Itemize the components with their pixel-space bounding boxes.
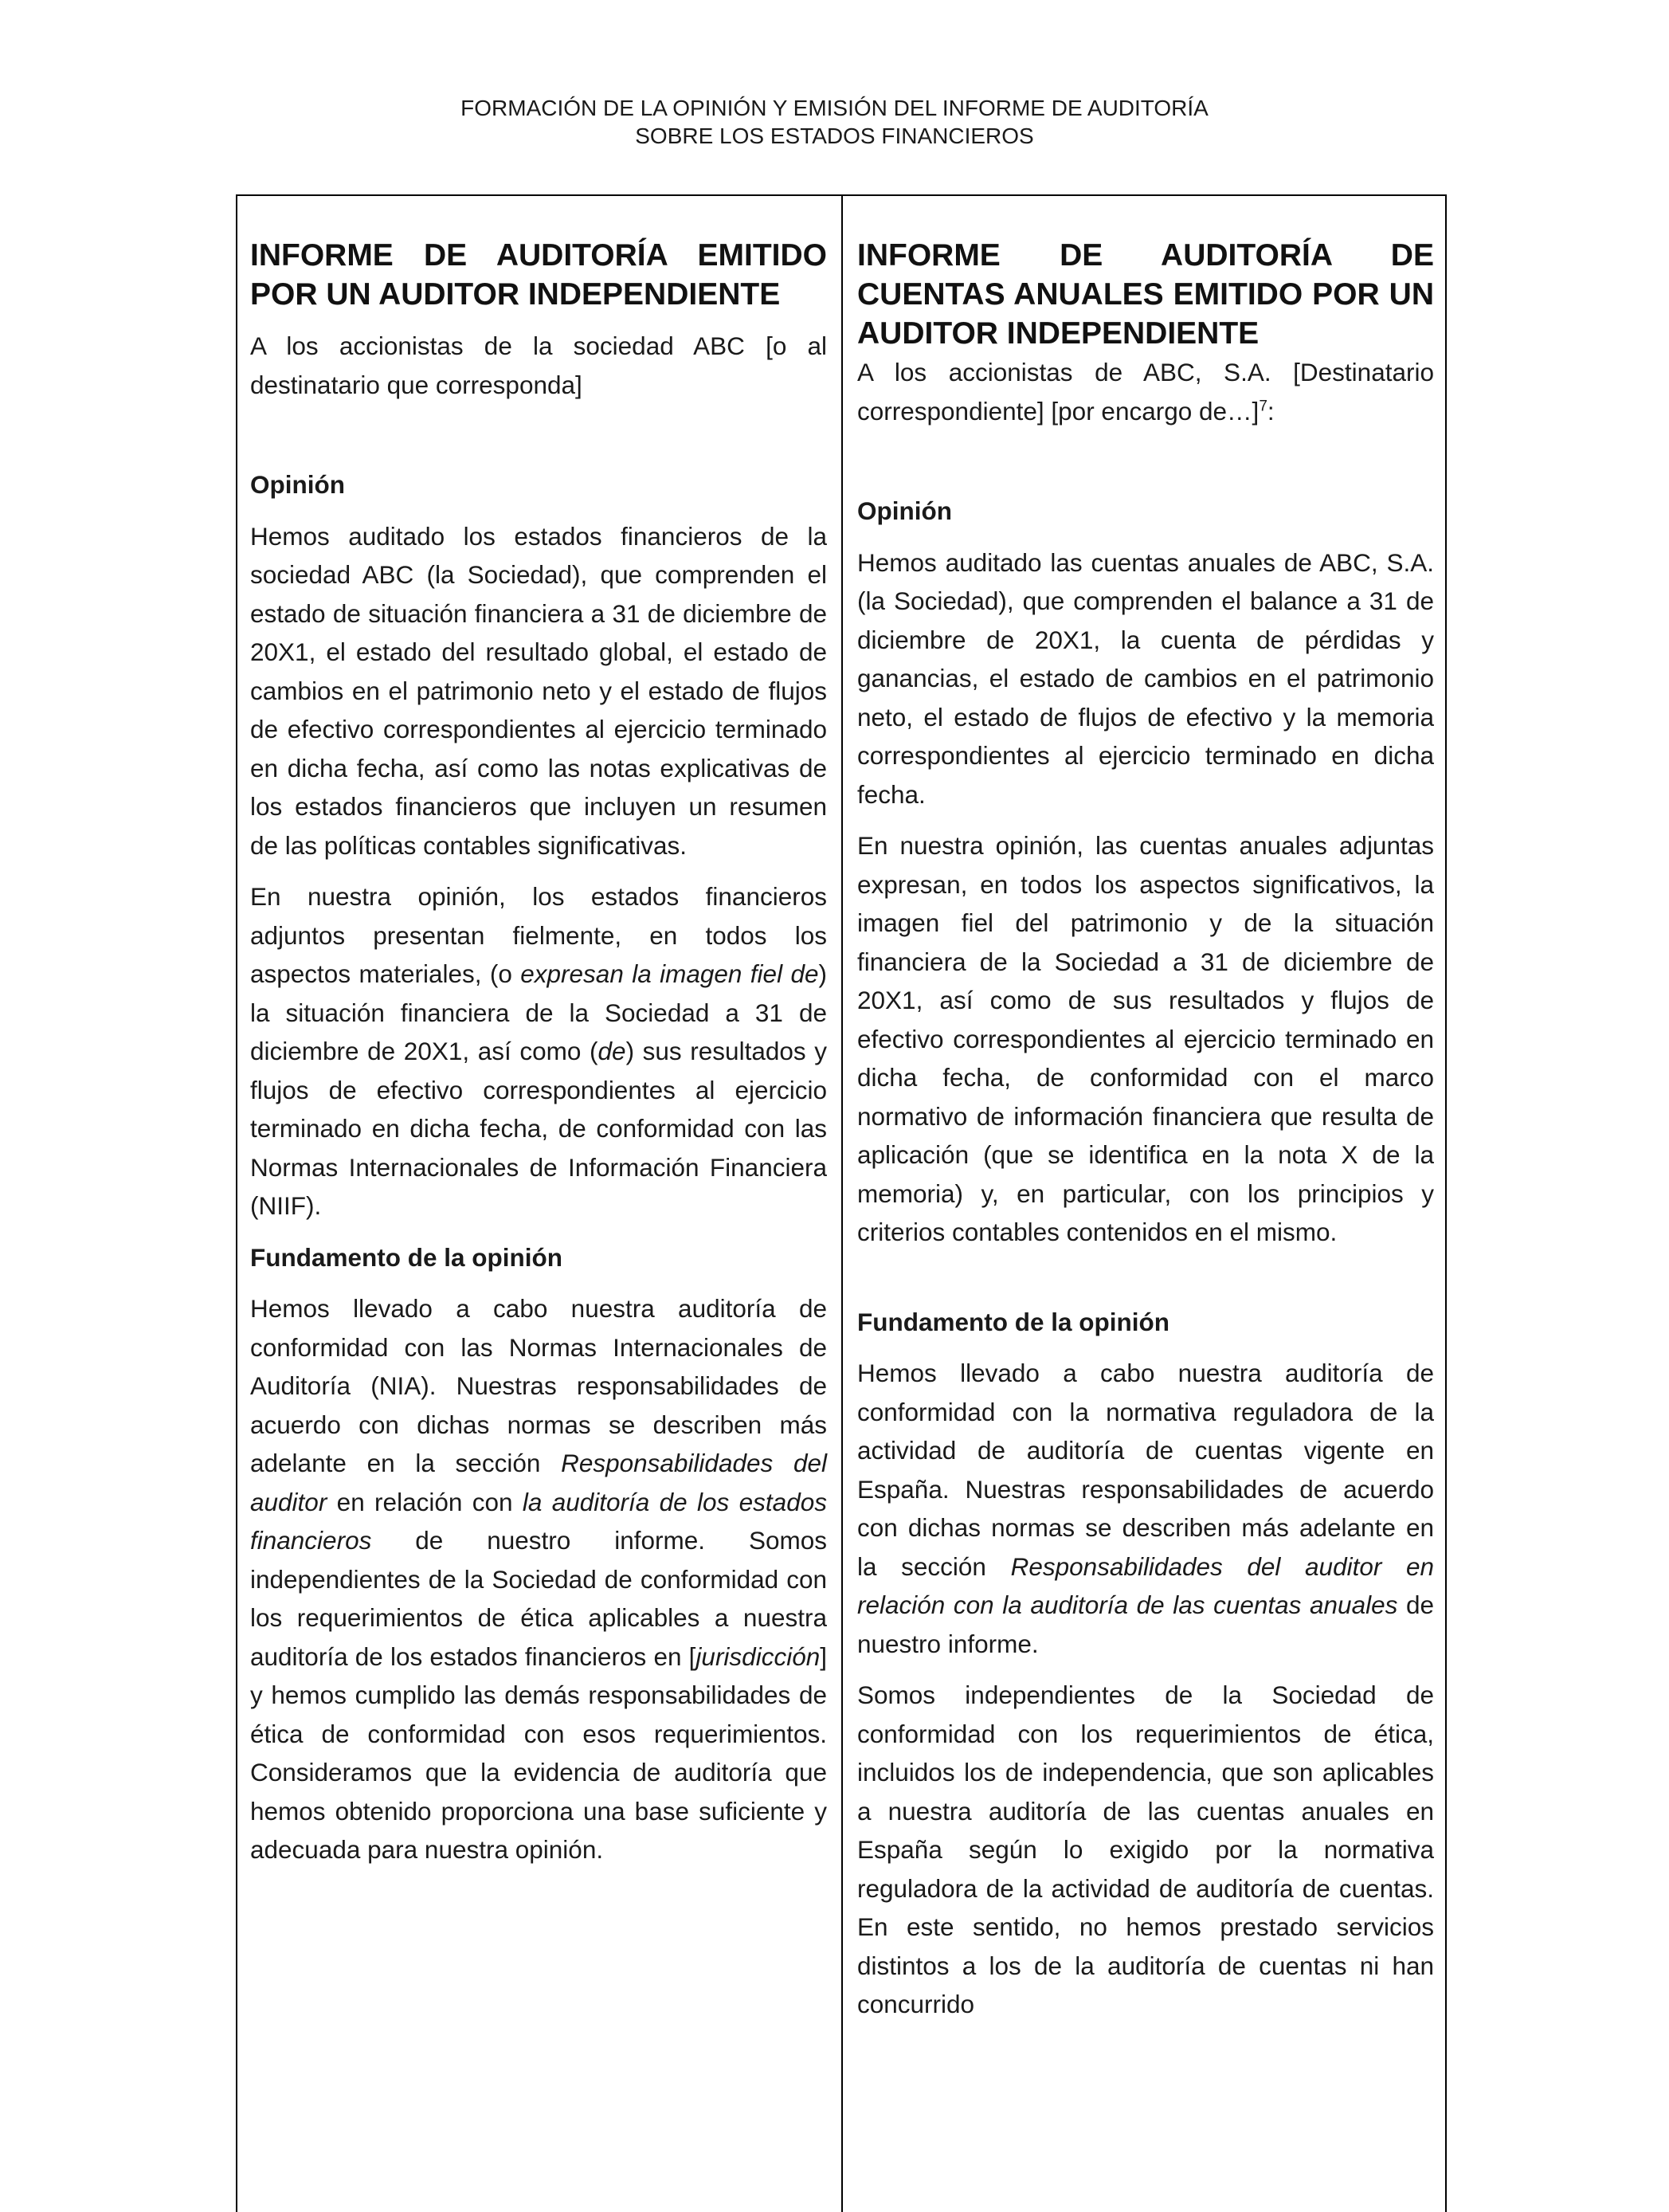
header-line-2: SOBRE LOS ESTADOS FINANCIEROS [635, 124, 1034, 148]
footnote-reference: 7 [1259, 398, 1267, 414]
right-addressee: A los accionistas de ABC, S.A. [Destinatario correspondiente] [por encargo de…]$^7$: [857, 358, 1434, 426]
left-basis-paragraph: Hemos llevado a cabo nuestra auditoría de conformidad con las Normas Internacionales de Auditoría (NIA). Nuestras responsabilidades de acuerdo con dichas normas se describen más adelante en la sección Responsabilidades del auditor en relación con la auditoría de los estados financieros de nuestro informe. Somos independientes de la Sociedad de conformidad con los requerimientos de ética aplicables a nuestra auditoría de los estados financieros en [jurisdicción] y hemos cumplido las demás responsabilidades de ética de conformidad con esos requerimientos. Consideramos que la evidencia de auditoría que hemos obtenido proporciona una base suficiente y adecuada para nuestra opinión. [250, 1294, 828, 1864]
left-addressee: A los accionistas de la sociedad ABC [o al destinatario que corresponda] [250, 331, 827, 399]
left-title: INFORME DE AUDITORÍA EMITIDO POR UN AUDITOR INDEPENDIENTE [250, 238, 827, 312]
right-opinion-paragraph-1: Hemos auditado las cuentas anuales de ABC, S.A. (la Sociedad), que comprenden el balance a 31 de diciembre de 20X1, la cuenta de pérdidas y ganancias, el estado de cambios en el patrimonio neto, el estado de flujos de efectivo y la memoria correspondientes al ejercicio terminado en dicha fecha. [857, 547, 1434, 809]
right-opinion-paragraph-2: En nuestra opinión, las cuentas anuales adjuntas expresan, en todos los aspectos significativos, la imagen fiel del patrimonio y de la situación financiera de la Sociedad a 31 de diciembre de 20X1, así como de sus resultados y flujos de efectivo correspondientes al ejercicio terminado en dicha fecha, de conformidad con el marco normativo de información financiera que resulta de aplicación (que se identifica en la nota X de la memoria) y, en particular, con los principios y criterios contables contenidos en el mismo. [857, 831, 1434, 1246]
header-line-1: FORMACIÓN DE LA OPINIÓN Y EMISIÓN DEL INFORME DE AUDITORÍA [460, 96, 1209, 120]
left-opinion-paragraph-2: En nuestra opinión, los estados financieros adjuntos presentan fielmente, en todos los aspectos materiales, (o expresan la imagen fiel de) la situación financiera de la Sociedad a 31 de diciembre de 20X1, así como (de) sus resultados y flujos de efectivo correspondientes al ejercicio terminado en dicha fecha, de conformidad con las Normas Internacionales de Información Financiera (NIIF). [250, 882, 827, 1220]
left-basis-heading: Fundamento de la opinión [250, 1242, 562, 1272]
page-header [0, 94, 1669, 150]
right-opinion-heading: Opinión [857, 496, 952, 525]
right-title: INFORME DE AUDITORÍA DE CUENTAS ANUALES EMITIDO POR UN AUDITOR INDEPENDIENTE [857, 238, 1434, 351]
left-opinion-heading: Opinión [250, 470, 345, 499]
left-opinion-paragraph-1: Hemos auditado los estados financieros de la sociedad ABC (la Sociedad), que comprenden el estado de situación financiera a 31 de diciembre de 20X1, el estado del resultado global, el estado de cambios en el patrimonio neto y el estado de flujos de efectivo correspondientes al ejercicio terminado en dicha fecha, así como las notas explicativas de los estados financieros que incluyen un resumen de las políticas contables significativas. [250, 521, 827, 860]
right-basis-paragraph-1: Hemos llevado a cabo nuestra auditoría de conformidad con la normativa reguladora de la actividad de auditoría de cuentas vigente en España. Nuestras responsabilidades de acuerdo con dichas normas se describen más adelante en la sección Responsabilidades del auditor en relación con la auditoría de las cuentas anuales de nuestro informe. [857, 1359, 1435, 1658]
right-basis-heading: Fundamento de la opinión [857, 1307, 1169, 1336]
comparison-table [236, 194, 1447, 2212]
column-divider [841, 196, 843, 2212]
right-column [857, 236, 1434, 2024]
right-basis-paragraph-2: Somos independientes de la Sociedad de conformidad con los requerimientos de ética, incluidos los de independencia, que son aplicables a nuestra auditoría de las cuentas anuales en España según lo exigido por la normativa reguladora de la actividad de auditoría de cuentas. En este sentido, no hemos prestado servicios distintos a los de la auditoría de cuentas ni han concurrido [857, 1681, 1434, 2018]
left-column [250, 236, 827, 1869]
